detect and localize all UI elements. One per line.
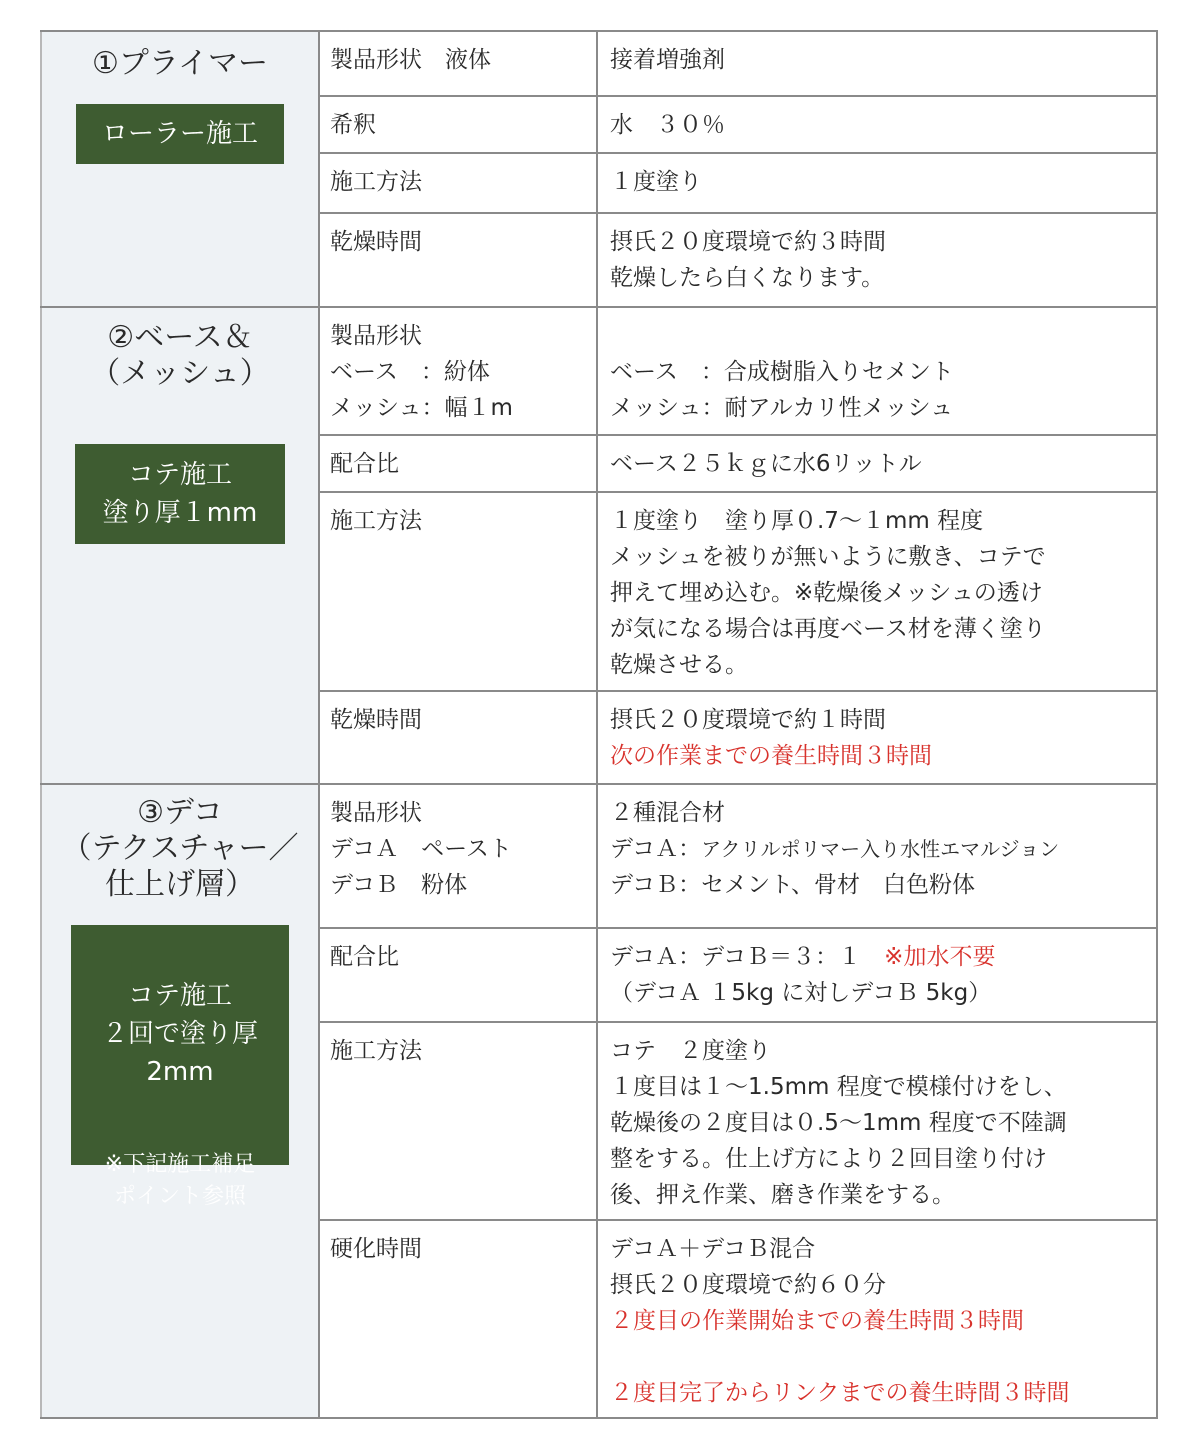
value-line: 摂氏２０度環境で約３時間 xyxy=(610,229,886,255)
section-3-value-ratio xyxy=(597,928,1157,1022)
deco-a-description: アクリルポリマー入り水性エマルジョン xyxy=(701,837,1060,861)
value-line: 摂氏２０度環境で約１時間 xyxy=(610,707,886,733)
section-3-value-form xyxy=(597,784,1157,928)
value-line: 水 ３０％ xyxy=(610,112,725,138)
application-spec-table xyxy=(40,30,1158,1419)
section-3-label-curing: 硬化時間 xyxy=(319,1220,597,1418)
section-1-method-box: ローラー施工 xyxy=(76,104,284,164)
section-3-value-curing xyxy=(597,1220,1157,1418)
value-line: 整をする。仕上げ方により２回目塗り付け xyxy=(610,1146,1047,1172)
value-line xyxy=(610,318,1156,354)
value-line: メッシュを被りが無いように敷き、コテで xyxy=(610,544,1046,570)
section-2-label-ratio: 配合比 xyxy=(319,435,597,492)
section-3-stage-cell xyxy=(41,784,319,1418)
value-line: デコＢ：セメント、骨材 白色粉体 xyxy=(610,872,976,898)
section-1-title: ①プライマー xyxy=(92,46,268,81)
value-line: ２種混合材 xyxy=(610,800,725,826)
value-line: １度塗り xyxy=(610,169,702,195)
value-line: 押えて埋め込む。※乾燥後メッシュの透け xyxy=(610,580,1043,606)
value-line-mixed xyxy=(610,831,1156,867)
curing-note-spacer xyxy=(610,1339,1156,1375)
section-2-title: ②ベース＆ （メッシュ） xyxy=(90,320,270,391)
section-1-label-method: 施工方法 xyxy=(319,153,597,213)
curing-time-note: 次の作業までの養生時間３時間 xyxy=(610,743,932,769)
section-1-stage-cell xyxy=(41,31,319,307)
value-line: 乾燥後の２度目は０.5～1mm 程度で不陸調 xyxy=(610,1110,1067,1136)
section-2-label-form: 製品形状 ベース ：紛体 メッシュ：幅１m xyxy=(319,307,597,435)
value-line-ratio xyxy=(610,939,1156,975)
value-line: 接着増強剤 xyxy=(610,47,725,73)
curing-note-2: ２度目完了からリンクまでの養生時間３時間 xyxy=(610,1380,1070,1406)
section-2-label-method: 施工方法 xyxy=(319,492,597,691)
value-line: 乾燥させる。 xyxy=(610,652,748,678)
section-1-value-form xyxy=(597,31,1157,96)
value-line: メッシュ：耐アルカリ性メッシュ xyxy=(610,395,954,421)
section-1-value-drying xyxy=(597,213,1157,307)
section-3-label-ratio: 配合比 xyxy=(319,928,597,1022)
section-3-label-method: 施工方法 xyxy=(319,1022,597,1220)
section-1-label-form: 製品形状 液体 xyxy=(319,31,597,96)
section-3-method-note: ※下記施工補足 ポイント参照 xyxy=(104,1152,256,1209)
section-3-row-1 xyxy=(41,784,1157,928)
section-1-value-method xyxy=(597,153,1157,213)
section-3-label-form: 製品形状 デコＡ ペースト デコＢ 粉体 xyxy=(319,784,597,928)
value-line: コテ ２度塗り xyxy=(610,1038,771,1064)
curing-note-1: ２度目の作業開始までの養生時間３時間 xyxy=(610,1308,1024,1334)
section-3-title: ③デコ （テクスチャー／ 仕上げ層） xyxy=(61,795,299,902)
section-2-value-form xyxy=(597,307,1157,435)
mix-ratio: デコＡ：デコＢ＝３：１ xyxy=(610,944,885,970)
section-2-value-drying xyxy=(597,691,1157,784)
value-line: １度目は１～1.5mm 程度で模様付けをし、 xyxy=(610,1074,1067,1100)
section-2-value-method xyxy=(597,492,1157,691)
section-2-label-drying: 乾燥時間 xyxy=(319,691,597,784)
no-water-note: ※加水不要 xyxy=(884,944,996,970)
section-3-method-box xyxy=(71,925,289,1209)
section-2-method-box: コテ施工 塗り厚１mm xyxy=(75,444,285,544)
value-line: 後、押え作業、磨き作業をする。 xyxy=(610,1182,955,1208)
value-line: が気になる場合は再度ベース材を薄く塗り xyxy=(610,616,1046,642)
value-line: ベース ：合成樹脂入りセメント xyxy=(610,359,954,385)
section-2-stage-cell xyxy=(41,307,319,784)
section-1-value-dilution xyxy=(597,96,1157,153)
value-line: 摂氏２０度環境で約６０分 xyxy=(610,1272,886,1298)
deco-a-prefix: デコＡ： xyxy=(610,836,702,862)
spec-sheet xyxy=(40,30,1156,1418)
value-line: 乾燥したら白くなります。 xyxy=(610,265,885,291)
section-1-row-1 xyxy=(41,31,1157,96)
value-line: １度塗り 塗り厚０.7～１mm 程度 xyxy=(610,508,984,534)
section-3-value-method xyxy=(597,1022,1157,1220)
section-1-label-dilution: 希釈 xyxy=(319,96,597,153)
value-line: ベース２５ｋｇに水6リットル xyxy=(610,451,922,477)
value-line: デコＡ＋デコＢ混合 xyxy=(610,1236,816,1262)
value-line: （デコＡ １5kg に対しデコＢ 5kg） xyxy=(610,980,992,1006)
section-3-method-label: コテ施工 ２回で塗り厚 2mm xyxy=(101,981,258,1087)
section-1-label-drying: 乾燥時間 xyxy=(319,213,597,307)
section-2-row-1 xyxy=(41,307,1157,435)
section-2-value-ratio xyxy=(597,435,1157,492)
